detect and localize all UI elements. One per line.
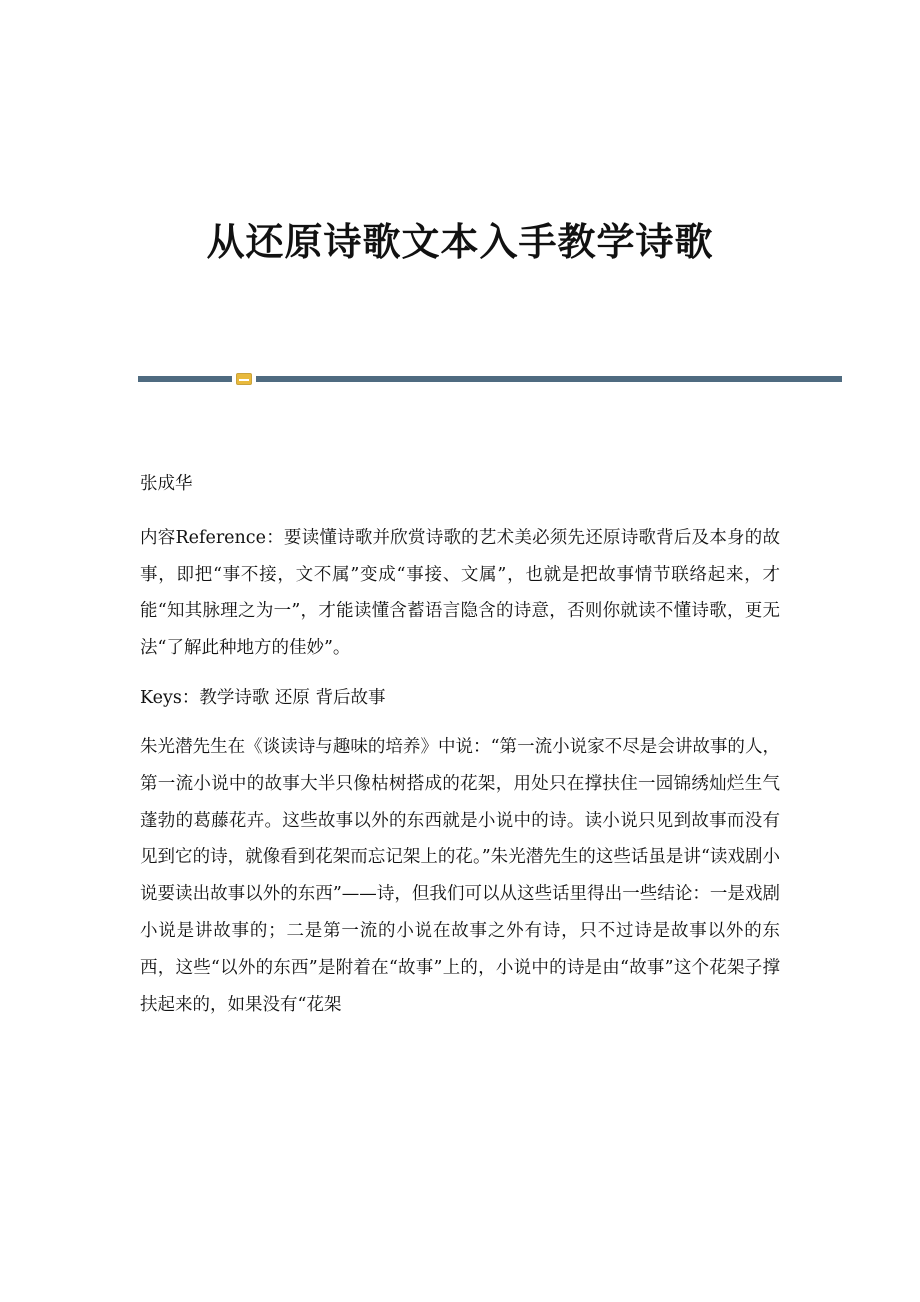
body-paragraph: 朱光潜先生在《谈读诗与趣味的培养》中说：“第一流小说家不尽是会讲故事的人，第一流小说中的故事大半只像枯树搭成的花架，用处只在撑扶住一园锦绣灿烂生气蓬勃的葛藤花卉。这些故事以外的东西就是小说中的诗。读小说只见到故事而没有见到它的诗，就像看到花架而忘记架上的花。”朱光潜先生的这些话虽是讲“读戏剧小说要读出故事以外的东西”——诗，但我们可以从这些话里得出一些结论：一是戏剧小说是讲故事的；二是第一流的小说在故事之外有诗，只不过诗是故事以外的东西，这些“以外的东西”是附着在“故事”上的，小说中的诗是由“故事”这个花架子撑扶起来的，如果没有“花架 <box>140 736 780 1015</box>
title-divider <box>138 373 842 385</box>
envelope-icon <box>236 373 252 385</box>
page-title: 从还原诗歌文本入手教学诗歌 <box>206 219 714 264</box>
article-body <box>140 466 780 1036</box>
keywords-line: Keys：教学诗歌 还原 背后故事 <box>140 687 386 708</box>
author-name: 张成华 <box>140 474 193 494</box>
abstract-paragraph: 内容Reference：要读懂诗歌并欣赏诗歌的艺术美必须先还原诗歌背后及本身的故事，即把“事不接，文不属”变成“事接、文属”，也就是把故事情节联络起来，才能“知其脉理之为一”，才能读懂含蓄语言隐含的诗意，否则你就读不懂诗歌，更无法“了解此种地方的佳妙”。 <box>140 527 780 659</box>
divider-bar-left <box>138 376 232 382</box>
divider-bar-right <box>256 376 842 382</box>
